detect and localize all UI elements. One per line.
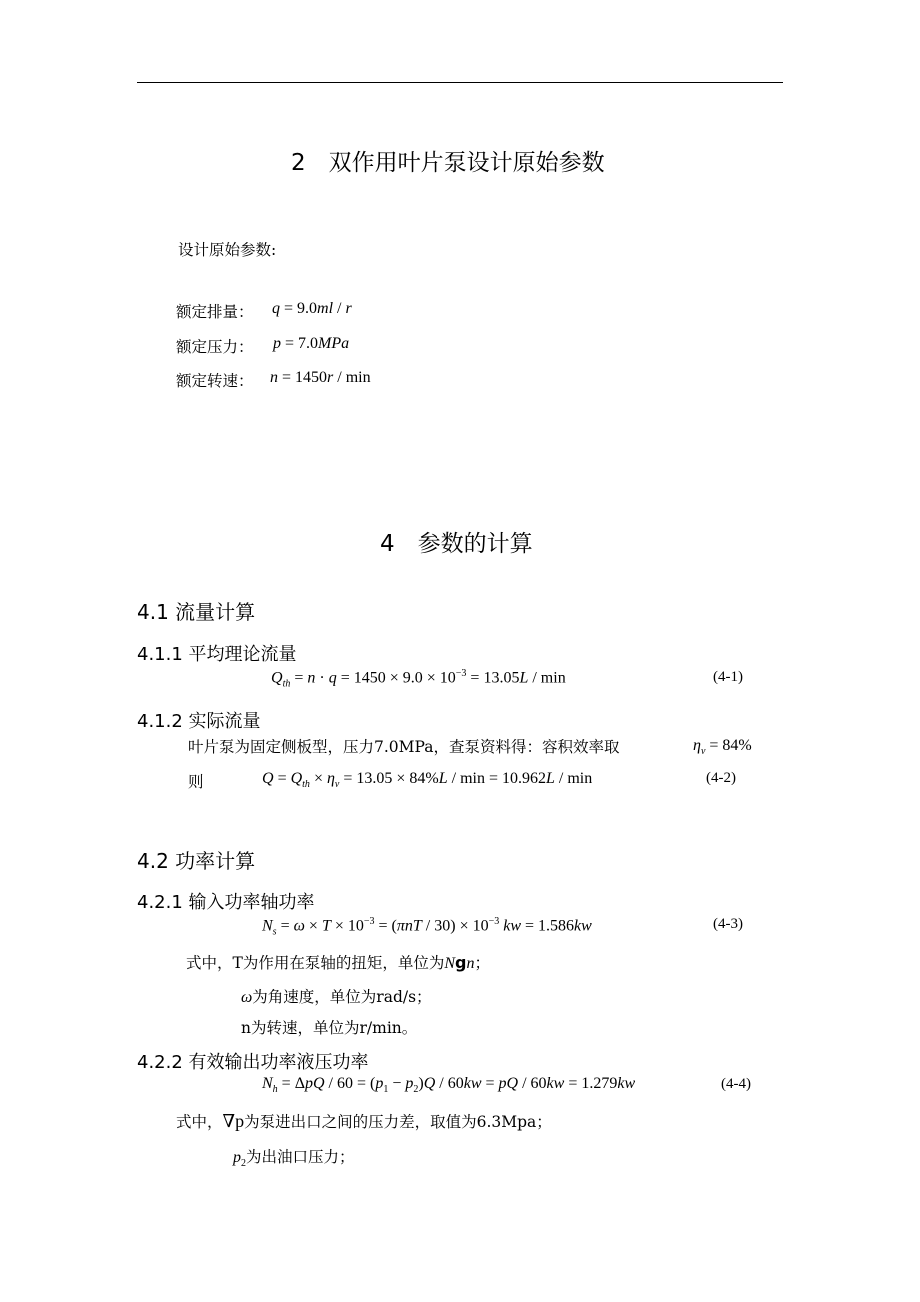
param-label-displacement: 额定排量： xyxy=(176,303,254,321)
equation-4-3: $N_s = \omega \times T \times 10^{-3} = (\pi nT / 30) \times 10^{-3}$ kw = 1.586kw xyxy=(262,916,592,938)
equation-number-4-3: (4-3) xyxy=(713,916,743,932)
section-4-2-2-title: 4.2.2 有效输出功率液压功率 xyxy=(137,1052,369,1073)
param-label-speed: 额定转速： xyxy=(176,372,254,390)
header-rule xyxy=(137,82,783,83)
section-2-intro: 设计原始参数: xyxy=(178,241,277,259)
equation-4-4: $N_h = \Delta pQ / 60 = (p_1 - p_2)Q / 60kw$ = pQ / 60kw = 1.279kw xyxy=(262,1075,636,1096)
equation-number-4-1: (4-1) xyxy=(713,669,743,685)
equation-number-4-2: (4-2) xyxy=(706,770,736,786)
speed-note: n为转速，单位为r/min。 xyxy=(241,1019,418,1037)
equation-4-2: $Q = Q_{th} \times \eta_v = 13.05 \times 84\%L / \min = 10.962L / \min$ xyxy=(262,770,593,791)
volumetric-efficiency: $\eta_v = 84\%$ xyxy=(693,737,752,758)
angular-velocity-note: ω为角速度，单位为rad/s； xyxy=(241,988,432,1006)
param-label-pressure: 额定压力： xyxy=(176,338,254,356)
section-2-title: 2 双作用叶片泵设计原始参数 xyxy=(291,150,605,176)
equation-lead-then: 则 xyxy=(188,773,204,791)
flow-description: 叶片泵为固定侧板型，压力7.0MPa，查泵资料得：容积效率取 xyxy=(188,738,620,756)
outlet-pressure-note: $p_2$为出油口压力； xyxy=(233,1148,355,1170)
equation-number-4-4: (4-4) xyxy=(721,1076,751,1092)
equation-4-1: $Q_{th} = n \cdot q = 1450 \times 9.0 \times 10^{-3} = 13.05L / \min$ xyxy=(271,668,566,690)
torque-note: 式中，T为作用在泵轴的扭矩，单位为Ngn； xyxy=(186,953,490,972)
section-4-1-title: 4.1 流量计算 xyxy=(137,600,256,624)
param-formula-speed: n = 1450r / min xyxy=(270,369,371,386)
section-4-2-title: 4.2 功率计算 xyxy=(137,849,256,873)
section-4-2-1-title: 4.2.1 输入功率轴功率 xyxy=(137,892,315,913)
pressure-difference-note: 式中，∇p为泵进出口之间的压力差，取值为6.3Mpa； xyxy=(176,1111,552,1131)
section-4-title: 4 参数的计算 xyxy=(380,531,533,557)
section-4-1-2-title: 4.1.2 实际流量 xyxy=(137,711,261,732)
param-formula-displacement: q = 9.0ml / r xyxy=(272,300,352,317)
section-4-1-1-title: 4.1.1 平均理论流量 xyxy=(137,644,297,665)
param-formula-pressure: p = 7.0MPa xyxy=(273,335,350,352)
